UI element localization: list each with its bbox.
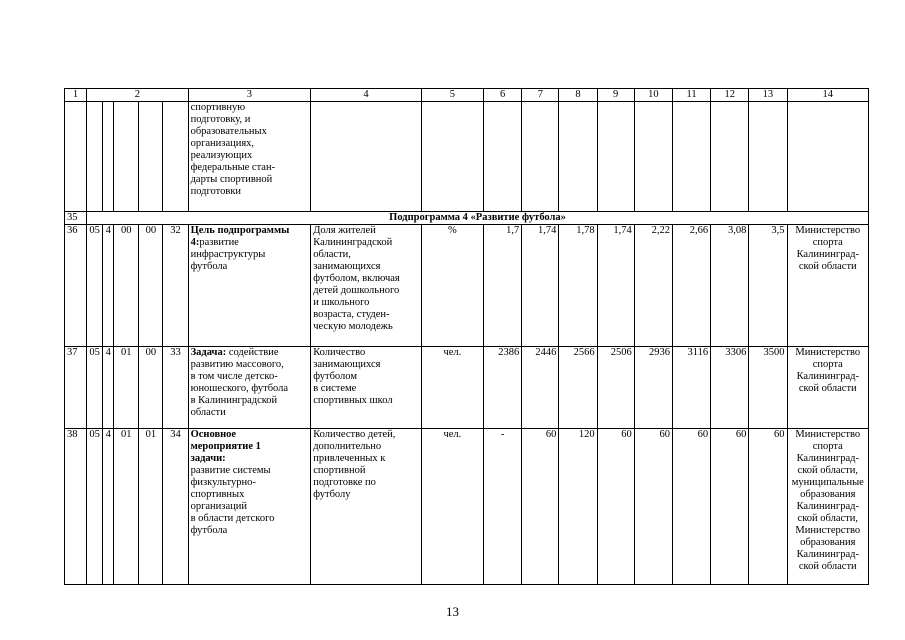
header-cell: 5 [421, 89, 483, 102]
header-cell: 8 [559, 89, 597, 102]
header-cell: 14 [787, 89, 868, 102]
unit-cell: % [421, 225, 483, 347]
table-cell [421, 102, 483, 212]
code-cell: 4 [103, 347, 114, 429]
section-row [65, 212, 869, 225]
row-number: 37 [65, 347, 87, 429]
table-cell [163, 102, 188, 212]
indicators-table [64, 88, 869, 585]
header-cell: 9 [597, 89, 634, 102]
unit-cell: чел. [421, 429, 483, 585]
row-number: 36 [65, 225, 87, 347]
goal-label: Цель подпрограммы 4: [190, 225, 290, 248]
table-row [65, 429, 869, 585]
table-cell [139, 102, 163, 212]
goal-cell [188, 429, 311, 585]
value-cell: 2446 [522, 347, 559, 429]
header-cell: 13 [749, 89, 787, 102]
header-cell: 10 [634, 89, 672, 102]
header-cell: 6 [484, 89, 522, 102]
header-cell: 7 [522, 89, 559, 102]
table-cell [597, 102, 634, 212]
value-cell: 3306 [711, 347, 749, 429]
value-cell: 3116 [672, 347, 710, 429]
responsible-cell: Министерство спорта Калининград- ской области [787, 347, 868, 429]
indicator-cell: Количество занимающихся футболом в системе спортивных школ [311, 347, 422, 429]
table-cell [672, 102, 710, 212]
value-cell: 60 [634, 429, 672, 585]
value-cell: 60 [672, 429, 710, 585]
header-cell: 12 [711, 89, 749, 102]
goal-cell [188, 347, 311, 429]
value-cell: 3,5 [749, 225, 787, 347]
code-cell: 4 [103, 429, 114, 585]
section-title: Подпрограмма 4 «Развитие футбола» [87, 212, 869, 225]
responsible-cell: Министерство спорта Калининград- ской области [787, 225, 868, 347]
goal-text: развитие системы физкультурно- спортивных организаций в области детского футбола [190, 465, 275, 536]
value-cell: 1,78 [559, 225, 597, 347]
code-cell: 32 [163, 225, 188, 347]
value-cell: 60 [522, 429, 559, 585]
code-cell: 05 [87, 347, 103, 429]
table-cell [711, 102, 749, 212]
continuation-row [65, 102, 869, 212]
table-cell [559, 102, 597, 212]
value-cell: 1,74 [522, 225, 559, 347]
header-row [65, 89, 869, 102]
value-cell: - [484, 429, 522, 585]
goal-label: Основное мероприятие 1 задачи: [190, 429, 261, 464]
code-cell: 05 [87, 225, 103, 347]
goal-cell: спортивную подготовку, и образовательных организациях, реализующих федеральные стан- дарты спортивной подготовки [188, 102, 311, 212]
code-cell: 33 [163, 347, 188, 429]
value-cell: 2386 [484, 347, 522, 429]
code-cell: 00 [114, 225, 139, 347]
value-cell: 3,08 [711, 225, 749, 347]
goal-text: развитие инфраструктуры футбола [190, 237, 266, 272]
goal-label: Задача: [190, 347, 227, 358]
code-cell: 00 [139, 347, 163, 429]
value-cell: 2936 [634, 347, 672, 429]
table-cell [522, 102, 559, 212]
value-cell: 1,7 [484, 225, 522, 347]
value-cell: 60 [597, 429, 634, 585]
responsible-cell: Министерство спорта Калининград- ской области, муниципальные образования Калининград- ской области, Министерство образования Калининград- ской области [787, 429, 868, 585]
table-cell [87, 102, 103, 212]
table-cell [311, 102, 422, 212]
indicator-cell: Доля жителей Калининградской области, занимающихся футболом, включая детей дошкольного и школьного возраста, студен- ческую молодежь [311, 225, 422, 347]
header-cell: 11 [672, 89, 710, 102]
table-cell [749, 102, 787, 212]
value-cell: 60 [749, 429, 787, 585]
goal-text: содействие развитию массового, в том числе детско- юношеского, футбола в Калининградской области [190, 347, 289, 418]
unit-cell: чел. [421, 347, 483, 429]
table-cell [484, 102, 522, 212]
value-cell: 120 [559, 429, 597, 585]
table-cell [65, 102, 87, 212]
value-cell: 3500 [749, 347, 787, 429]
code-cell: 01 [114, 429, 139, 585]
indicator-cell: Количество детей, дополнительно привлеченных к спортивной подготовке по футболу [311, 429, 422, 585]
value-cell: 60 [711, 429, 749, 585]
value-cell: 2,66 [672, 225, 710, 347]
goal-cell [188, 225, 311, 347]
table-cell [114, 102, 139, 212]
page-number: 13 [446, 604, 459, 619]
row-number: 35 [65, 212, 87, 225]
value-cell: 2,22 [634, 225, 672, 347]
code-cell: 05 [87, 429, 103, 585]
value-cell: 2566 [559, 347, 597, 429]
value-cell: 1,74 [597, 225, 634, 347]
table-cell [787, 102, 868, 212]
table-cell [103, 102, 114, 212]
table-row [65, 347, 869, 429]
code-cell: 01 [139, 429, 163, 585]
table-cell [634, 102, 672, 212]
code-cell: 01 [114, 347, 139, 429]
table-row [65, 225, 869, 347]
code-cell: 34 [163, 429, 188, 585]
header-cell: 3 [188, 89, 311, 102]
code-cell: 00 [139, 225, 163, 347]
header-cell: 4 [311, 89, 422, 102]
header-cell: 2 [87, 89, 188, 102]
row-number: 38 [65, 429, 87, 585]
header-cell: 1 [65, 89, 87, 102]
value-cell: 2506 [597, 347, 634, 429]
code-cell: 4 [103, 225, 114, 347]
